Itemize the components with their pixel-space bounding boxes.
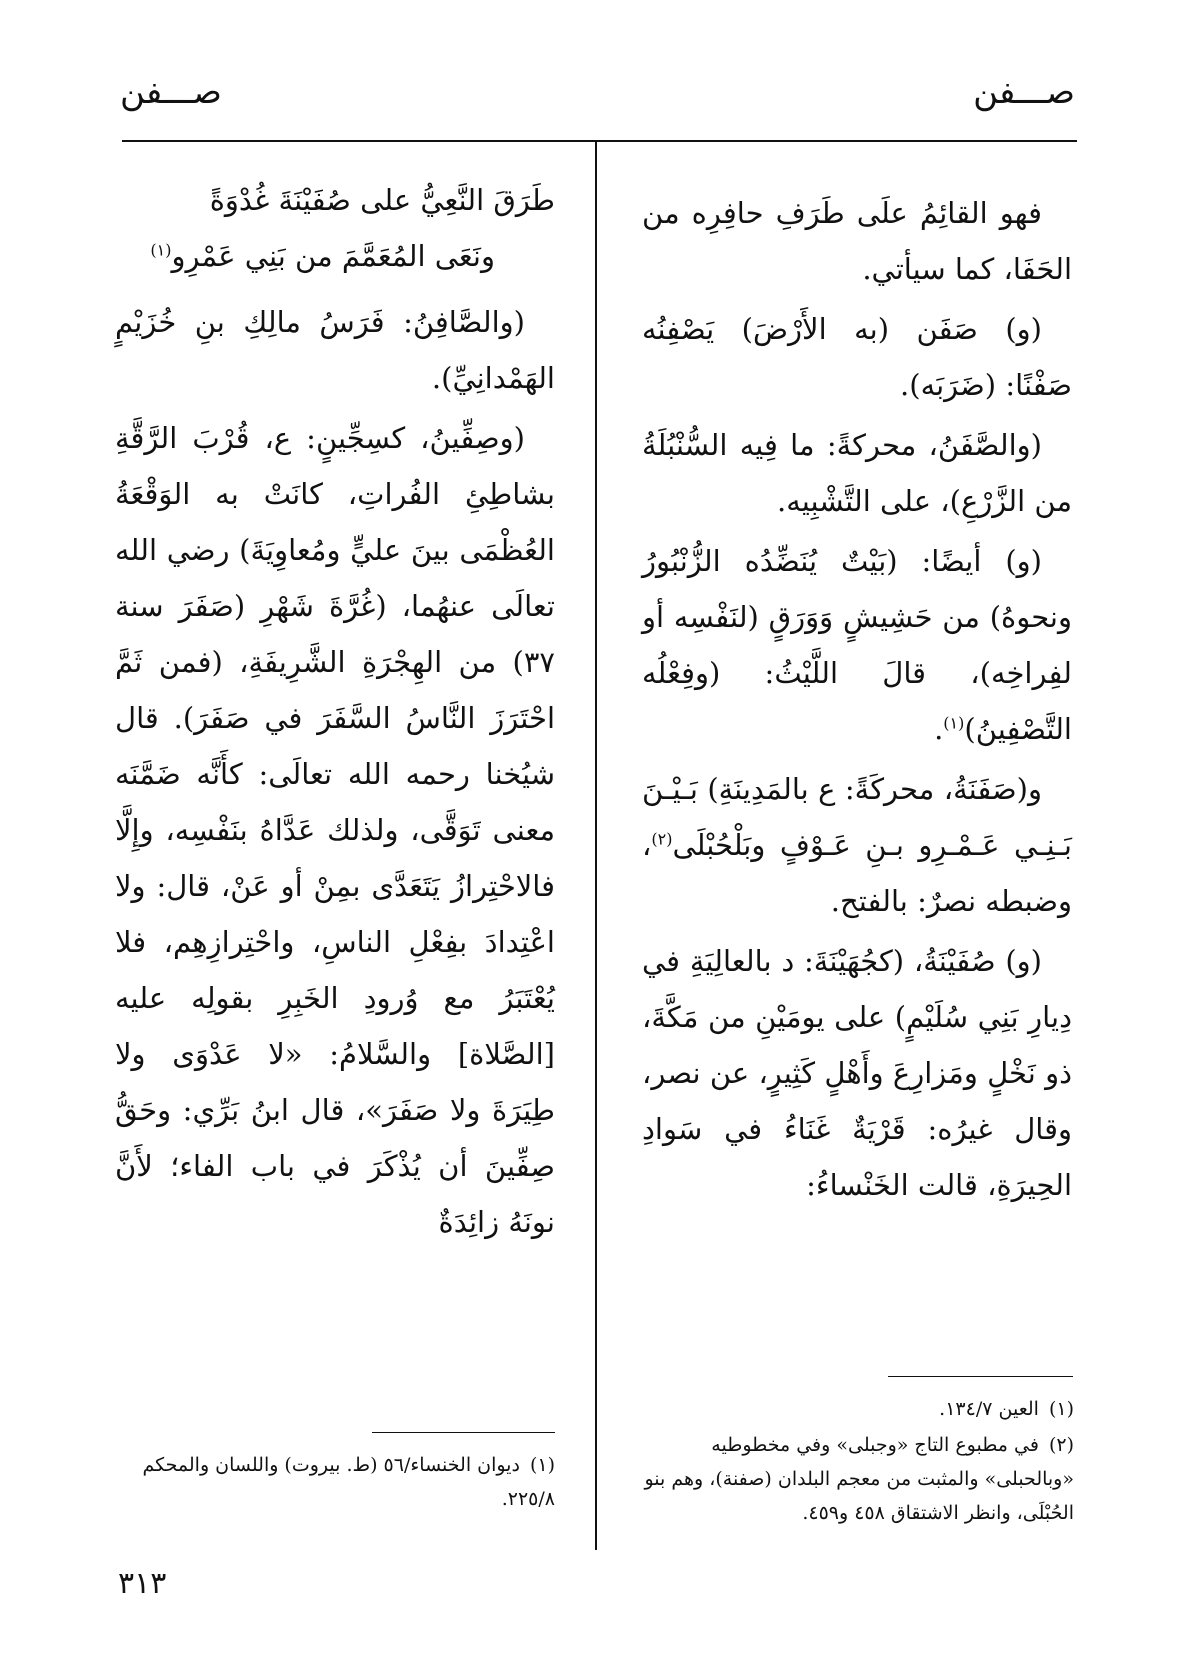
running-header-right: صـــفن	[973, 72, 1075, 112]
column-divider	[595, 142, 597, 1550]
footnote-number: (١)	[529, 1454, 555, 1476]
poem-verse	[115, 172, 555, 284]
paragraph	[642, 533, 1072, 757]
footnotes-right	[642, 1392, 1074, 1532]
poem-line-2	[115, 228, 555, 284]
paragraph: (و) صُفَيْنَةُ، (كجُهَيْنَةَ: د بالعالِيَةِ في دِيارِ بَنِي سُلَيْمٍ) على يومَيْنِ من مَكَّةَ، ذو نَخْلٍ ومَزارِعَ وأَهْلٍ كَثِيرٍ، عن نصر، وقال غيرُه: قَرْيَةٌ غَنَاءُ في سَوادِ الحِيرَةِ، قالت الخَنْساءُ:	[642, 944, 1072, 1202]
paragraph: (و) صَفَن (به الأَرْضَ) يَصْفِنُه صَفْنًا: (ضَرَبَه).	[642, 312, 1072, 402]
footnote-text: في مطبوع التاج «وجبلى» وفي مخطوطيه «وبالحبلى» والمثبت من معجم البلدان (صفنة)، وهم بنو الحُبْلَى، وانظر الاشتقاق ٤٥٨ و٤٥٩.	[644, 1434, 1074, 1524]
footnote	[642, 1392, 1074, 1426]
footnote-ref: (١)	[943, 713, 965, 733]
running-header-left: صـــفن	[120, 72, 222, 112]
poem-line-2-text: ونَعَى المُعَمَّمَ من بَنِي عَمْرِو	[171, 239, 495, 273]
paragraph: (والصَّافِنُ: فَرَسُ مالِكِ بنِ خُزَيْمٍ الهَمْدانِيِّ).	[115, 305, 555, 395]
paragraph: (والصَّفَنُ، محركةً: ما فِيه السُّنْبُلَةُ من الزَّرْعِ)، على التَّشْبِيه.	[642, 428, 1072, 518]
paragraph-text: و(صَفَنَةُ، محركَةً: ع بالمَدِينَةِ) بَـيْـنَ بَـنِـي عَـمْـرِو بـنِ عَـوْفٍ وبَلْحُبْلَى	[642, 772, 1072, 862]
footnote-ref: (١)	[150, 240, 172, 260]
footnote-ref: (٢)	[651, 829, 673, 849]
footnote-text: ديوان الخنساء/٥٦ (ط. بيروت) واللسان والمحكم ٢٢٥/٨.	[142, 1454, 555, 1510]
footnote	[115, 1448, 555, 1516]
paragraph	[642, 761, 1072, 929]
footnote	[642, 1428, 1074, 1530]
right-column	[642, 185, 1072, 1217]
footnote-rule-right	[888, 1376, 1073, 1377]
header-rule	[122, 140, 1077, 142]
paragraph: (وصِفِّينُ، كسِجِّينٍ: ع، قُرْبَ الرَّقَّةِ بشاطِئِ الفُراتِ، كانَتْ به الوَقْعَةُ العُظْمَى بينَ عليٍّ ومُعاوِيَةَ) رضي الله تعالَى عنهُما، (غُرَّةَ شَهْرِ (صَفَرَ سنة ٣٧) من الهِجْرَةِ الشَّرِيفَةِ، (فمن ثَمَّ احْتَرَزَ النَّاسُ السَّفَرَ في صَفَرَ). قال شيُخنا رحمه الله تعالَى: كأَنَّه ضَمَّنَه معنى تَوَقَّى، ولذلك عَدَّاهُ بنَفْسِه، وإِلَّا فالاحْتِرازُ يَتَعَدَّى بمِنْ أو عَنْ، قال: ولا اعْتِدادَ بفِعْلِ الناسِ، واحْتِرازِهِم، فلا يُعْتَبَرُ مع وُرودِ الخَبِرِ بقولِه عليه [الصَّلاة] والسَّلامُ: «لا عَدْوَى ولا طِيَرَةَ ولا صَفَرَ»، قال ابنُ بَرِّي: وحَقُّ صِفِّينَ أن يُذْكَرَ في باب الفاء؛ لأَنَّ نونَهُ زائِدَةٌ	[115, 421, 555, 1239]
footnote-number: (١)	[1048, 1398, 1074, 1420]
left-column	[115, 172, 555, 1254]
footnotes-left	[115, 1448, 555, 1518]
footnote-number: (٢)	[1048, 1434, 1074, 1456]
footnote-text: العين ١٣٤/٧.	[939, 1398, 1039, 1420]
footnote-rule-left	[372, 1432, 555, 1433]
paragraph: فهو القائِمُ علَى طَرَفِ حافِرِه من الحَفَا، كما سيأتي.	[642, 196, 1072, 286]
poem-line-1: طَرَقَ النَّعِيُّ على صُفَيْنَةَ غُدْوَةً	[209, 183, 555, 217]
page-number: ٣١٣	[118, 1566, 167, 1601]
paragraph-tail: .	[934, 712, 944, 746]
paragraph-text: (و) أيضًا: (بَيْتٌ يُنَضِّدُه الزُّنْبُورُ ونحوهُ) من حَشِيشٍ وَوَرَقٍ (لنَفْسِه أو لفِراخِه)، قالَ اللَّيْثُ: (وفِعْلُه التَّصْفِينُ)	[642, 544, 1072, 746]
paragraph-tail: ، وضبطه نصرٌ: بالفتح.	[642, 828, 1072, 918]
